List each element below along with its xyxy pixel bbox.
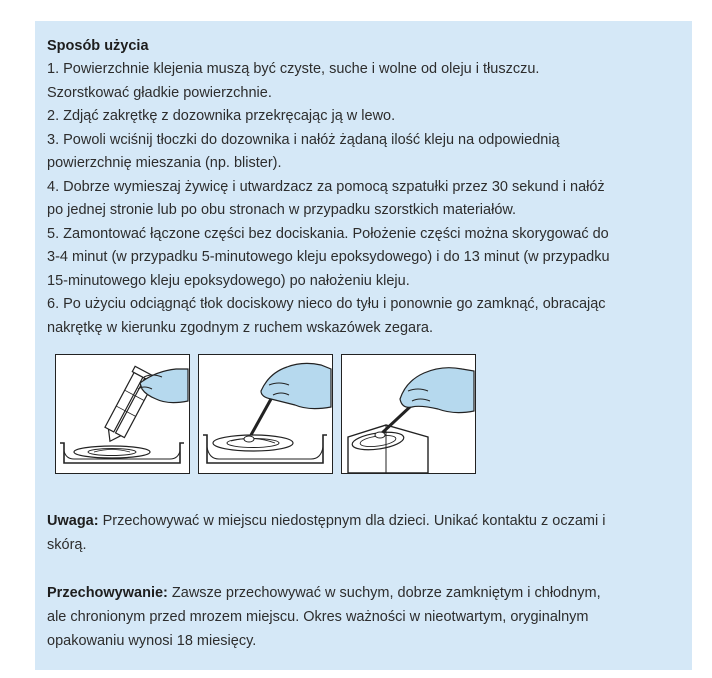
step-line: 15-minutowego kleju epoksydowego) po nałożeniu kleju.: [47, 272, 410, 289]
warning-label: Uwaga:: [47, 513, 99, 529]
step-line: powierzchnię mieszania (np. blister).: [47, 155, 282, 171]
warning-text: Przechowywać w miejscu niedostępnym dla dzieci. Unikać kontaktu z oczami i: [102, 513, 606, 529]
applying-glue-icon: [341, 354, 476, 474]
step-line: nakrętkę w kierunku zgodnym z ruchem wskazówek zegara.: [47, 319, 434, 336]
section-title: Sposób użycia: [47, 38, 149, 54]
storage-text-3: opakowaniu wynosi 18 miesięcy.: [47, 633, 257, 649]
step-line: Szorstkować gładkie powierzchnie.: [47, 84, 272, 101]
step-line: po jednej stronie lub po obu stronach w przypadku szorstkich materiałów.: [47, 202, 517, 218]
step-line: 3-4 minut (w przypadku 5-minutowego kleju epoksydowego) i do 13 minut (w przypadku: [47, 249, 610, 265]
step-line: 3. Powoli wciśnij tłoczki do dozownika i nałóż żądaną ilość kleju na odpowiednią: [47, 131, 560, 148]
storage-text: Zawsze przechowywać w suchym, dobrze zamkniętym i chłodnym,: [171, 585, 601, 601]
instructions-content: [47, 35, 687, 340]
step-line: 4. Dobrze wymieszaj żywicę i utwardzacz za pomocą szpatułki przez 30 sekund i nałóż: [47, 178, 605, 195]
step-line: 2. Zdjąć zakrętkę z dozownika przekręcając ją w lewo.: [47, 108, 396, 124]
step-line: 6. Po użyciu odciągnąć tłok dociskowy nieco do tyłu i ponownie go zamknąć, obracając: [47, 296, 606, 312]
step-line: 5. Zamontować łączone części bez dociskania. Położenie części można skorygować do: [47, 225, 609, 242]
spatula-mixing-icon: [198, 354, 333, 474]
storage-note: [47, 581, 679, 653]
warning-text-2: skórą.: [47, 537, 87, 553]
step-line: 1. Powierzchnie klejenia muszą być czyste, suche i wolne od oleju i tłuszczu.: [47, 61, 540, 77]
instructions-panel: [35, 21, 692, 670]
syringe-dispensing-icon: [55, 354, 190, 474]
storage-text-2: ale chronionym przed mrozem miejscu. Okres ważności w nieotwartym, oryginalnym: [47, 609, 589, 625]
warning-note: [47, 509, 679, 557]
storage-label: Przechowywanie:: [47, 585, 168, 601]
